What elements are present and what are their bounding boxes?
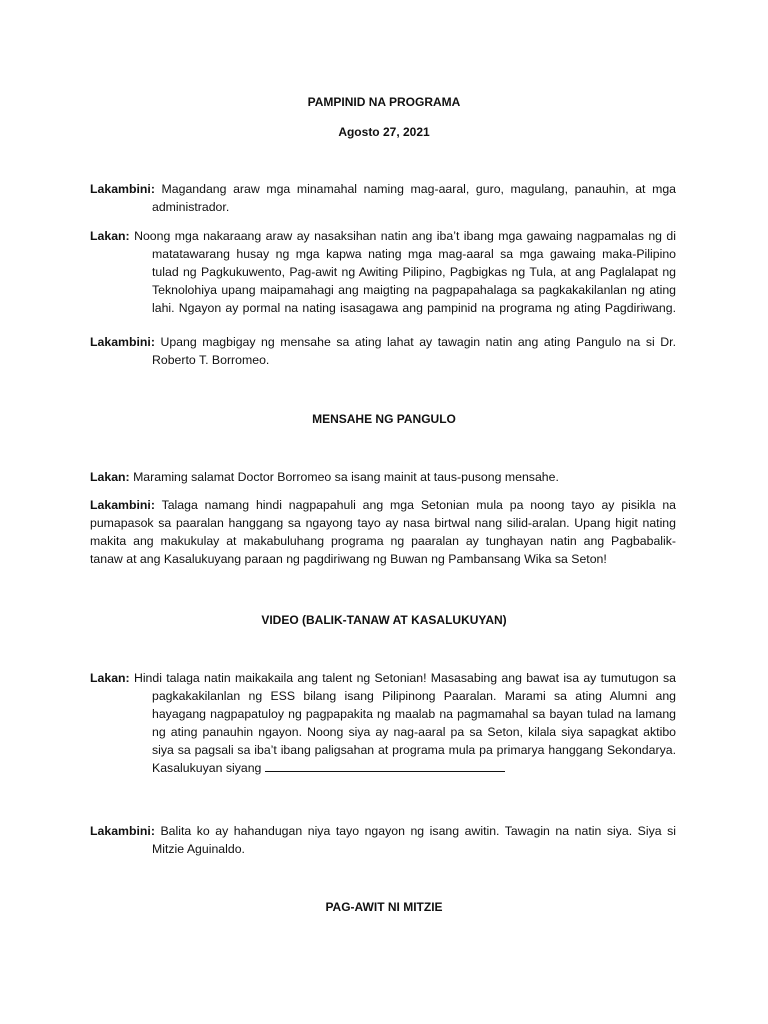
dialogue-lakambini-call-president	[90, 333, 676, 369]
dialogue-line: Mitzie Aguinaldo.	[152, 842, 245, 856]
speaker-label: Lakan:	[90, 671, 130, 685]
dialogue-line: Roberto T. Borromeo.	[152, 353, 270, 367]
fill-in-blank	[265, 759, 505, 772]
dialogue-line: Balita ko ay hahandugan niya tayo ngayon ng isang awitin. Tawagin na natin siya. Siya si	[160, 824, 676, 838]
speaker-label: Lakambini:	[90, 824, 155, 838]
document-title: PAMPINID NA PROGRAMA	[307, 95, 461, 109]
speaker-label: Lakan:	[90, 229, 130, 243]
dialogue-lakambini-setonian	[90, 496, 676, 568]
speaker-label: Lakambini:	[90, 498, 155, 512]
dialogue-line: hayagang nagpapatuloy ng pagpapakita ng maalab na pagmamahal sa bayan tulad na lamang	[152, 707, 676, 721]
dialogue-line: pagkakakilanlan ng ESS bilang isang Pilipinong Paaralan. Marami sa ating Alumni ang	[152, 689, 676, 703]
speaker-label: Lakan:	[90, 470, 130, 484]
dialogue-line: Upang magbigay ng mensahe sa ating lahat ay tawagin natin ang ating Pangulo na si Dr.	[160, 335, 676, 349]
dialogue-line: lahi. Ngayon ay pormal na nating isasagawa ang pampinid na programa ng ating Pagdiriwang.	[152, 301, 676, 315]
dialogue-lakan-talent	[90, 669, 676, 777]
dialogue-lakambini-awitin	[90, 822, 676, 858]
dialogue-line: tulad ng Pagkukuwento, Pag-awit ng Awiting Pilipino, Pagbigkas ng Tula, at ang Paglalapat ng	[152, 265, 676, 279]
dialogue-lakan-thanks	[90, 468, 676, 486]
dialogue-line: makita ang makukulay at makabuluhang programa ng paaralan ay tunghayan natin ang Pagbabalik-	[90, 534, 676, 548]
dialogue-line: Kasalukuyan siyang	[152, 761, 262, 775]
dialogue-line: Hindi talaga natin maikakaila ang talent ng Setonian! Masasabing ang bawat isa ay tumutugon sa	[133, 671, 676, 685]
dialogue-line: administrador.	[152, 200, 230, 214]
speaker-label: Lakambini:	[90, 335, 155, 349]
dialogue-lakambini-greeting	[90, 180, 676, 216]
section-heading-mensahe: MENSAHE NG PANGULO	[312, 412, 456, 426]
dialogue-lakan-intro	[90, 227, 676, 317]
dialogue-line: Magandang araw mga minamahal naming mag-aaral, guro, magulang, panauhin, at mga	[161, 182, 676, 196]
dialogue-line: pumapasok sa paaralan hanggang sa ngayong tayo ay nasa birtwal nang silid-aralan. Upang higit nating	[90, 516, 676, 530]
dialogue-line: Teknolohiya upang maipamahagi ang maigting na pagpapahalaga sa pagkakakilanlan ng ating	[152, 283, 676, 297]
dialogue-line: siya sa pagsali sa iba’t ibang paligsahan at programa mula pa primarya hanggang Sekondarya.	[152, 743, 676, 757]
speaker-label: Lakambini:	[90, 182, 155, 196]
section-heading-pagawit: PAG-AWIT NI MITZIE	[325, 900, 443, 914]
dialogue-line: Noong mga nakaraang araw ay nasaksihan natin ang iba’t ibang mga gawaing nagpamalas ng di	[134, 229, 676, 243]
dialogue-line: matatawarang husay ng mga kapwa nating mga mag-aaral sa mga gawaing maka-Pilipino	[152, 247, 676, 261]
dialogue-line: tanaw at ang Kasalukuyang paraan ng pagdiriwang ng Buwan ng Pambansang Wika sa Seton!	[90, 552, 607, 566]
section-heading-video: VIDEO (BALIK-TANAW AT KASALUKUYAN)	[261, 613, 507, 627]
dialogue-line: Maraming salamat Doctor Borromeo sa isang mainit at taus-pusong mensahe.	[133, 470, 559, 484]
dialogue-line: ng ating panauhin ngayon. Noong siya ay nag-aaral pa sa Seton, kilala siya sapagkat aktibo	[152, 725, 676, 739]
dialogue-line: Talaga namang hindi nagpapahuli ang mga Setonian mula pa noong tayo ay pisikla na	[161, 498, 676, 512]
document-date: Agosto 27, 2021	[338, 125, 430, 139]
